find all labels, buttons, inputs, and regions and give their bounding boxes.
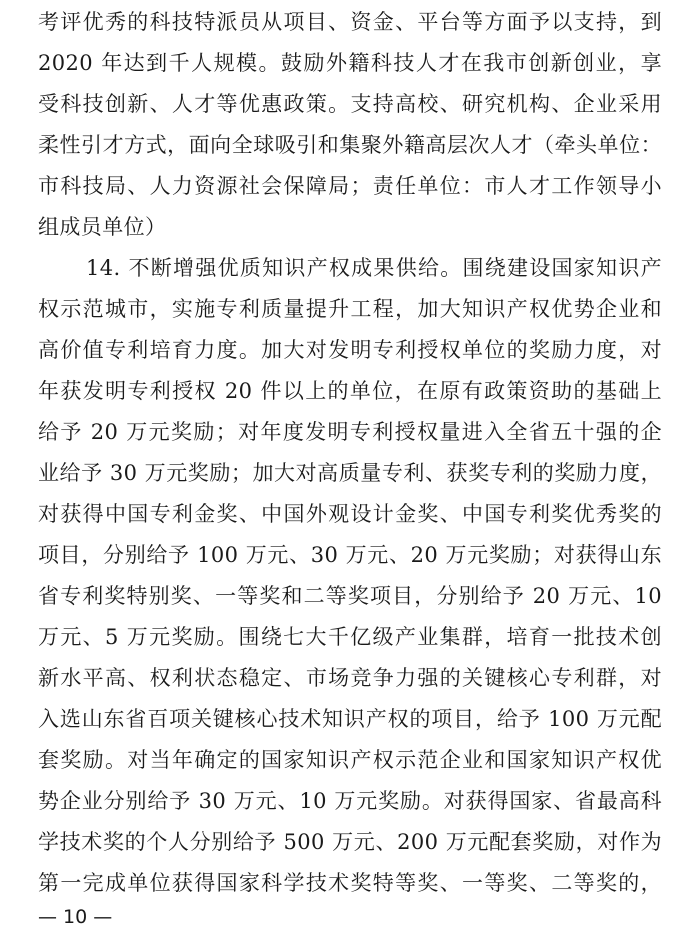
text-line: 给予 20 万元奖励；对年度发明专利授权量进入全省五十强的企 — [38, 420, 662, 444]
text-line: 年获发明专利授权 20 件以上的单位，在原有政策资助的基础上 — [38, 379, 662, 403]
section-heading-line: 14. 不断增强优质知识产权成果供给。围绕建设国家知识产 — [86, 256, 662, 280]
text-line: 考评优秀的科技特派员从项目、资金、平台等方面予以支持，到 — [38, 10, 662, 34]
text-line: 省专利奖特别奖、一等奖和二等奖项目，分别给予 20 万元、10 — [38, 584, 662, 608]
text-line: 新水平高、权利状态稳定、市场竞争力强的关键核心专利群，对 — [38, 666, 662, 690]
text-line: 2020 年达到千人规模。鼓励外籍科技人才在我市创新创业，享 — [38, 51, 662, 75]
text-line: 万元、5 万元奖励。围绕七大千亿级产业集群，培育一批技术创 — [38, 625, 662, 649]
text-line: 业给予 30 万元奖励；加大对高质量专利、获奖专利的奖励力度， — [38, 461, 662, 485]
text-line: 套奖励。对当年确定的国家知识产权示范企业和国家知识产权优 — [38, 748, 662, 772]
text-line: 受科技创新、人才等优惠政策。支持高校、研究机构、企业采用 — [38, 92, 662, 116]
text-line: 高价值专利培育力度。加大对发明专利授权单位的奖励力度，对 — [38, 338, 662, 362]
text-line: 组成员单位） — [38, 215, 167, 239]
text-line: 权示范城市，实施专利质量提升工程，加大知识产权优势企业和 — [38, 297, 662, 321]
text-line: 市科技局、人力资源社会保障局；责任单位：市人才工作领导小 — [38, 174, 662, 198]
text-line: 势企业分别给予 30 万元、10 万元奖励。对获得国家、省最高科 — [38, 789, 662, 813]
text-line: 入选山东省百项关键核心技术知识产权的项目，给予 100 万元配 — [38, 707, 662, 731]
text-line: 对获得中国专利金奖、中国外观设计金奖、中国专利奖优秀奖的 — [38, 502, 662, 526]
text-line: 柔性引才方式，面向全球吸引和集聚外籍高层次人才（牵头单位： — [38, 133, 662, 157]
text-line: 第一完成单位获得国家科学技术奖特等奖、一等奖、二等奖的， — [38, 871, 662, 895]
text-line: 学技术奖的个人分别给予 500 万元、200 万元配套奖励，对作为 — [38, 830, 662, 854]
text-line: 项目，分别给予 100 万元、30 万元、20 万元奖励；对获得山东 — [38, 543, 662, 567]
page-number: — 10 — — [38, 906, 113, 928]
